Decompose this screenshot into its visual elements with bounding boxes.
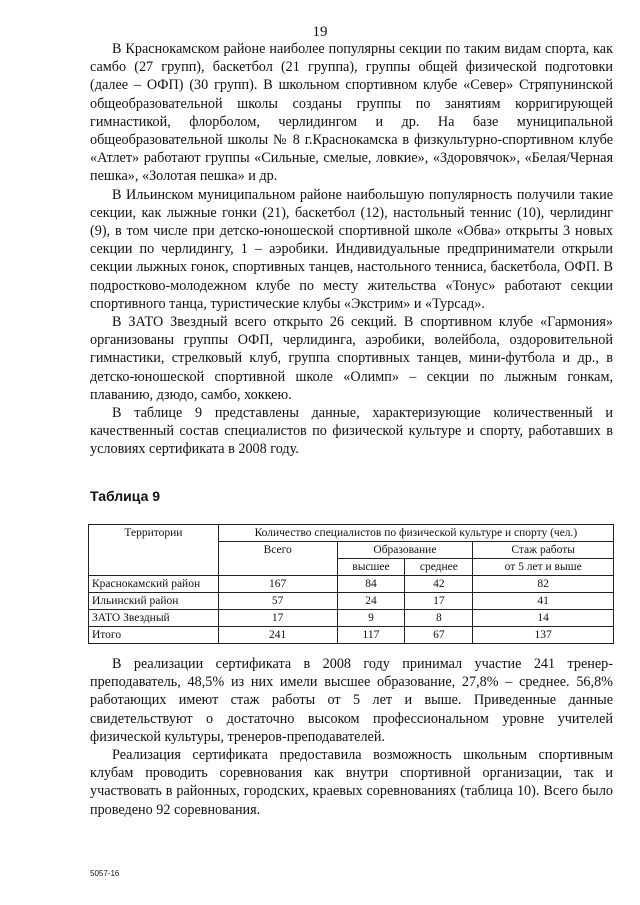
table-row-total	[89, 627, 614, 644]
cell-total: 241	[218, 627, 337, 644]
cell-higher: 117	[337, 627, 405, 644]
paragraph-summary: В реализации сертификата в 2008 году принимал участие 241 тренер-преподаватель, 48,5% из них имели высшее образование, 27,8% – среднее. 56,8% работающих имеют стаж работы от 5 лет и выше. Приведенные данные свидетельствуют о достаточно высоком профессиональном уровне учителей физической культуры, тренеров-преподавателей.	[90, 656, 613, 745]
cell-name: Ильинский район	[89, 593, 219, 610]
paragraph-table-intro: В таблице 9 представлены данные, характеризующие количественный и качественный состав специалистов по физической культуре и спорту, работавших в условиях сертификата в 2008 году.	[90, 405, 613, 458]
table-row	[89, 610, 614, 627]
header-higher: высшее	[337, 559, 405, 576]
header-group: Количество специалистов по физической культуре и спорту (чел.)	[218, 525, 613, 542]
cell-secondary: 67	[405, 627, 473, 644]
specialists-table	[88, 524, 614, 644]
text-block-top	[90, 40, 613, 459]
cell-total: 57	[218, 593, 337, 610]
cell-higher: 9	[337, 610, 405, 627]
table-row	[89, 576, 614, 593]
text-block-bottom	[90, 655, 613, 819]
cell-name: ЗАТО Звездный	[89, 610, 219, 627]
cell-name: Краснокамский район	[89, 576, 219, 593]
cell-secondary: 8	[405, 610, 473, 627]
cell-experience: 82	[473, 576, 614, 593]
cell-secondary: 42	[405, 576, 473, 593]
cell-higher: 24	[337, 593, 405, 610]
table-row	[89, 593, 614, 610]
header-five-plus: от 5 лет и выше	[473, 559, 614, 576]
table-header-row	[89, 525, 614, 542]
paragraph-zato: В ЗАТО Звездный всего открыто 26 секций. В спортивном клубе «Гармония» организованы группы ОФП, черлидинга, аэробики, волейбола, оздоровительной гимнастики, стрелковый клуб, группа спортивных танцев, мини-футбола и др., в детско-юношеской спортивной школе «Олимп» – секции по лыжным гонкам, плаванию, дзюдо, самбо, хоккею.	[90, 314, 613, 403]
cell-experience: 137	[473, 627, 614, 644]
header-experience: Стаж работы	[473, 542, 614, 559]
page-number: 19	[312, 24, 328, 40]
header-total: Всего	[218, 542, 337, 576]
paragraph-competitions: Реализация сертификата предоставила возможность школьным спортивным клубам проводить соревнования как внутри спортивной организации, так и участвовать в районных, городских, краевых соревнованиях (таблица 10). Всего было проведено 92 соревнования.	[90, 747, 613, 818]
header-secondary: среднее	[405, 559, 473, 576]
header-territory: Территории	[89, 525, 219, 576]
footer-code: 5057-16	[90, 869, 120, 878]
cell-experience: 14	[473, 610, 614, 627]
cell-higher: 84	[337, 576, 405, 593]
header-education: Образование	[337, 542, 473, 559]
paragraph-krasnokamsk: В Краснокамском районе наиболее популярны секции по таким видам спорта, как самбо (27 групп), баскетбол (21 группа), группы общей физической подготовки (далее – ОФП) (30 групп). В школьном спортивном клубе «Север» Стряпунинской общеобразовательной школы созданы группы по занятиям корригирующей гимнастикой, флорболом, черлидингом и др. На базе муниципальной общеобразовательной школы № 8 г.Краснокамска в физкультурно-спортивном клубе «Атлет» работают группы «Сильные, смелые, ловкие», «Здоровячок», «Белая/Черная пешка», «Золотая пешка» и др.	[90, 41, 613, 185]
cell-total: 17	[218, 610, 337, 627]
cell-experience: 41	[473, 593, 614, 610]
table-title: Таблица 9	[90, 488, 161, 504]
cell-total: 167	[218, 576, 337, 593]
paragraph-ilinsky: В Ильинском муниципальном районе наибольшую популярность получили такие секции, как лыжные гонки (21), баскетбол (12), настольный теннис (10), черлидинг (9), в том числе при детско-юношеской спортивной школе «Обва» открыты 3 новых секции по черлидингу, 1 – аэробики. Индивидуальные предприниматели открыли секции лыжных гонок, спортивных танцев, настольного тенниса, баскетбола, ОФП. В подростково-молодежном клубе по месту жительства «Тонус» работают секции спортивного танца, туристические клубы «Экстрим» и «Турсад».	[90, 186, 613, 312]
cell-name: Итого	[89, 627, 219, 644]
cell-secondary: 17	[405, 593, 473, 610]
